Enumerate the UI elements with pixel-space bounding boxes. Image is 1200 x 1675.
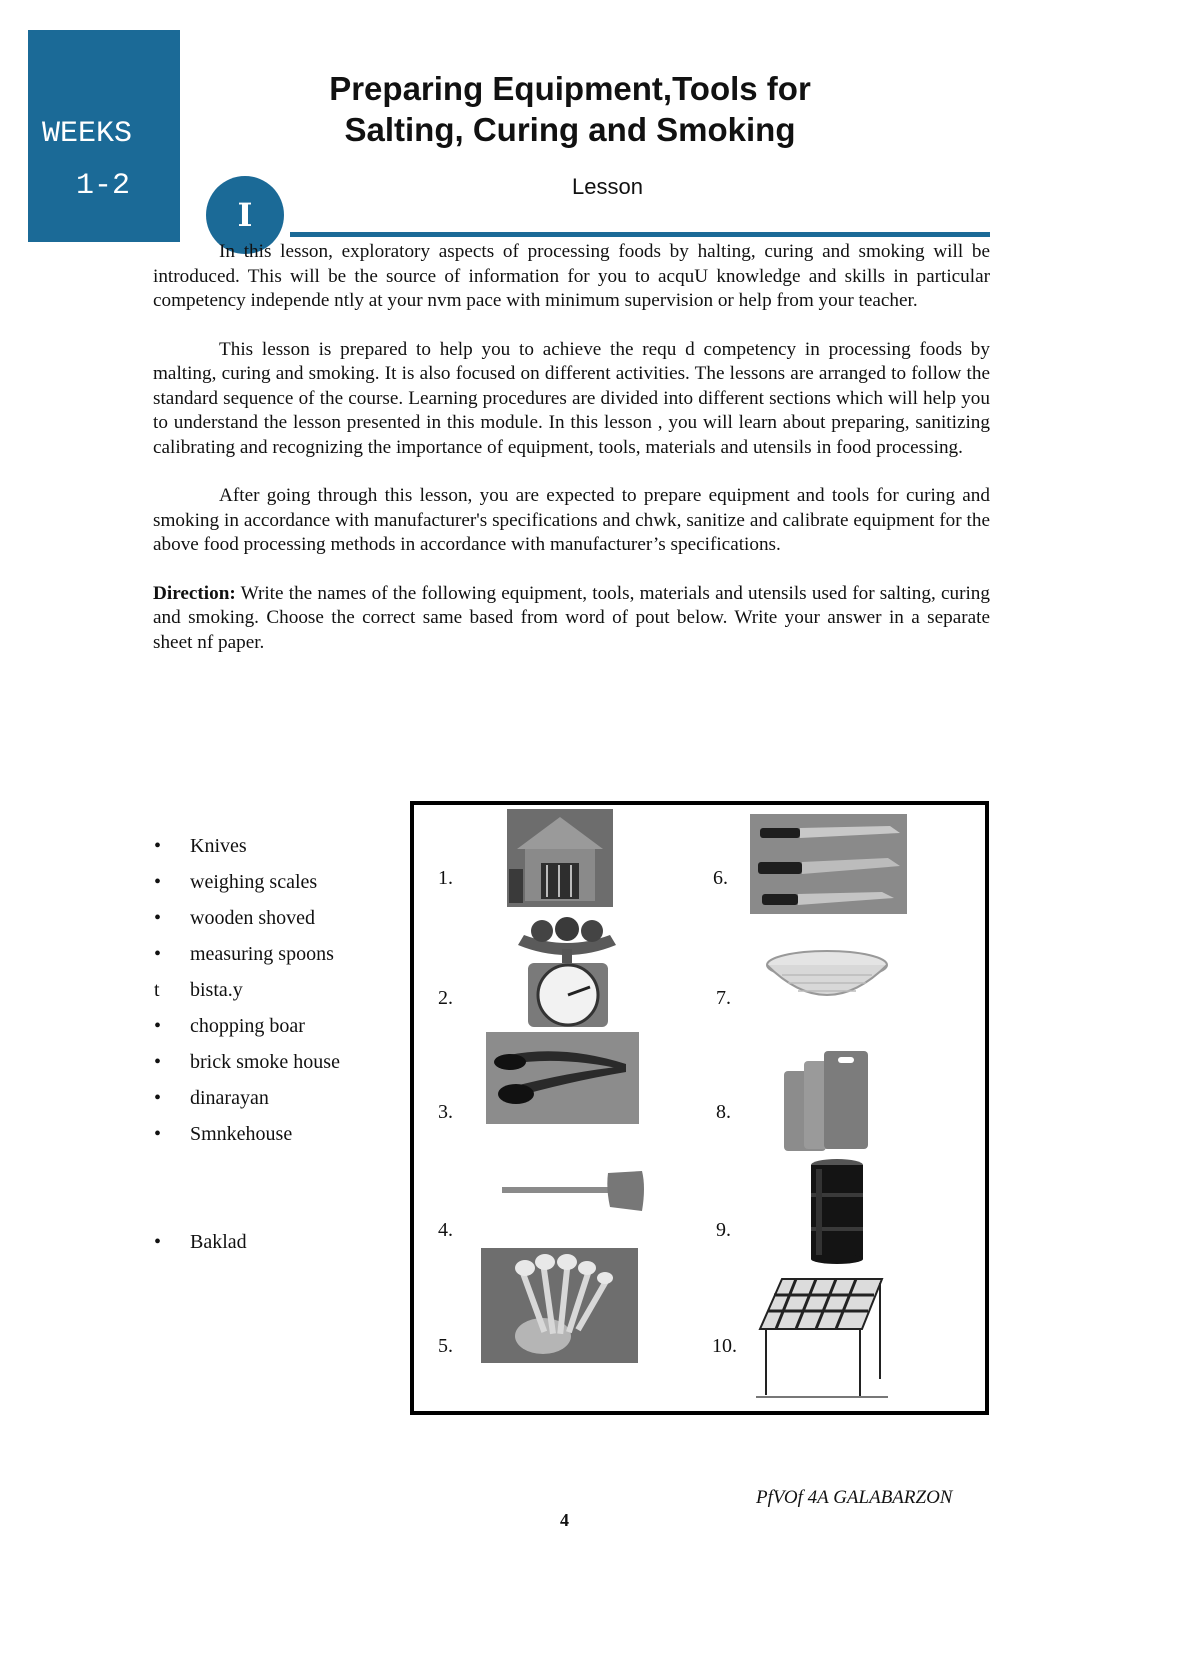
chopping-boards-image (782, 1047, 872, 1153)
bullet: • (154, 1123, 162, 1145)
item-number: 3. (438, 1101, 453, 1123)
bilao-tray-image (762, 945, 892, 1005)
item-number: 8. (716, 1101, 731, 1123)
weeks-range: 1-2 (76, 169, 131, 203)
drum-smokehouse-image (808, 1157, 866, 1265)
bullet: • (154, 1231, 162, 1253)
tongs-image (486, 1032, 639, 1124)
bullet: • (154, 943, 162, 965)
wooden-shovel-image (502, 1167, 647, 1217)
list-item (154, 1224, 340, 1260)
word: Baklad (190, 1231, 247, 1253)
word: weighing scales (190, 871, 318, 893)
list-item (154, 936, 340, 972)
weeks-badge (28, 30, 180, 242)
word: Smnkehouse (190, 1123, 293, 1145)
item-number: 5. (438, 1335, 453, 1357)
item-number: 7. (716, 987, 731, 1009)
title-line-2: Salting, Curing and Smoking (344, 111, 796, 148)
page-number: 4 (560, 1510, 569, 1530)
item-number: 1. (438, 867, 453, 889)
list-item (154, 972, 340, 1008)
lesson-body (153, 240, 990, 679)
picture-box (410, 801, 989, 1415)
knives-image (750, 814, 907, 914)
item-number: 6. (713, 867, 728, 889)
list-item (154, 1008, 340, 1044)
item-number: 9. (716, 1219, 731, 1241)
word: brick smoke house (190, 1051, 340, 1073)
list-item (154, 900, 340, 936)
list-item (154, 1044, 340, 1080)
purpose-paragraph: This lesson is prepared to help you to achieve the requ d competency in processing foods by malting, curing and smoking. It is also focused on different activities. The lessons are arranged to follow the standard sequence of the course. Learning procedures are divided into different sections which will help you to understand the lesson presented in this module. In this lesson , you will learn about preparing, sanitizing calibrating and recognizing the importance of equipment, tools, materials and utensils in food processing. (153, 338, 990, 458)
item-number: 4. (438, 1219, 453, 1241)
list-item (154, 1080, 340, 1116)
brick-smokehouse-image (507, 809, 613, 907)
word: chopping boar (190, 1015, 305, 1037)
weeks-label: WEEKS (42, 117, 133, 151)
bullet: • (154, 1087, 162, 1109)
word: bista.y (190, 979, 243, 1001)
weighing-scale-image (512, 917, 622, 1031)
direction-label: Direction: (153, 582, 236, 604)
list-item (154, 864, 340, 900)
bullet: • (154, 1051, 162, 1073)
lesson-number-badge: I (206, 176, 284, 254)
word: Knives (190, 835, 247, 857)
baklad-rack-image (752, 1269, 892, 1401)
bullet: • (154, 1015, 162, 1037)
bullet: • (154, 907, 162, 929)
bullet: • (154, 835, 162, 857)
word-box-list (154, 828, 340, 1260)
bullet: t (154, 979, 160, 1001)
page-title (240, 68, 900, 150)
header-divider (290, 232, 990, 237)
item-number: 10. (712, 1335, 737, 1357)
word: wooden shoved (190, 907, 315, 929)
objectives-paragraph: After going through this lesson, you are expected to prepare equipment and tools for curing and smoking in accordance with manufacturer's specifications and chwk, sanitize and calibrate equipment for the above food processing methods in accordance with manufacturer’s specifications. (153, 485, 990, 555)
list-item (154, 1116, 340, 1152)
lesson-label: Lesson (572, 174, 643, 199)
measuring-spoons-image (481, 1248, 638, 1363)
author-credit: PfVOf 4A GALABARZON (756, 1487, 953, 1508)
title-line-1: Preparing Equipment,Tools for (329, 70, 811, 107)
direction-paragraph (153, 582, 990, 656)
word: dinarayan (190, 1087, 269, 1109)
word: measuring spoons (190, 943, 334, 965)
bullet: • (154, 871, 162, 893)
list-item (154, 828, 340, 864)
direction-text: Write the names of the following equipment, tools, materials and utensils used for salting, curing and smoking. Choose the correct same based from word of pout below. Write your answer in a separate sheet nf paper. (153, 582, 990, 653)
item-number: 2. (438, 987, 453, 1009)
intro-paragraph: In this lesson, exploratory aspects of processing foods by halting, curing and smoking will be introduced. This will be the source of information for you to acquU knowledge and skills in particular competency independe ntly at your nvm pace with minimum supervision or help from your teacher. (153, 241, 990, 311)
